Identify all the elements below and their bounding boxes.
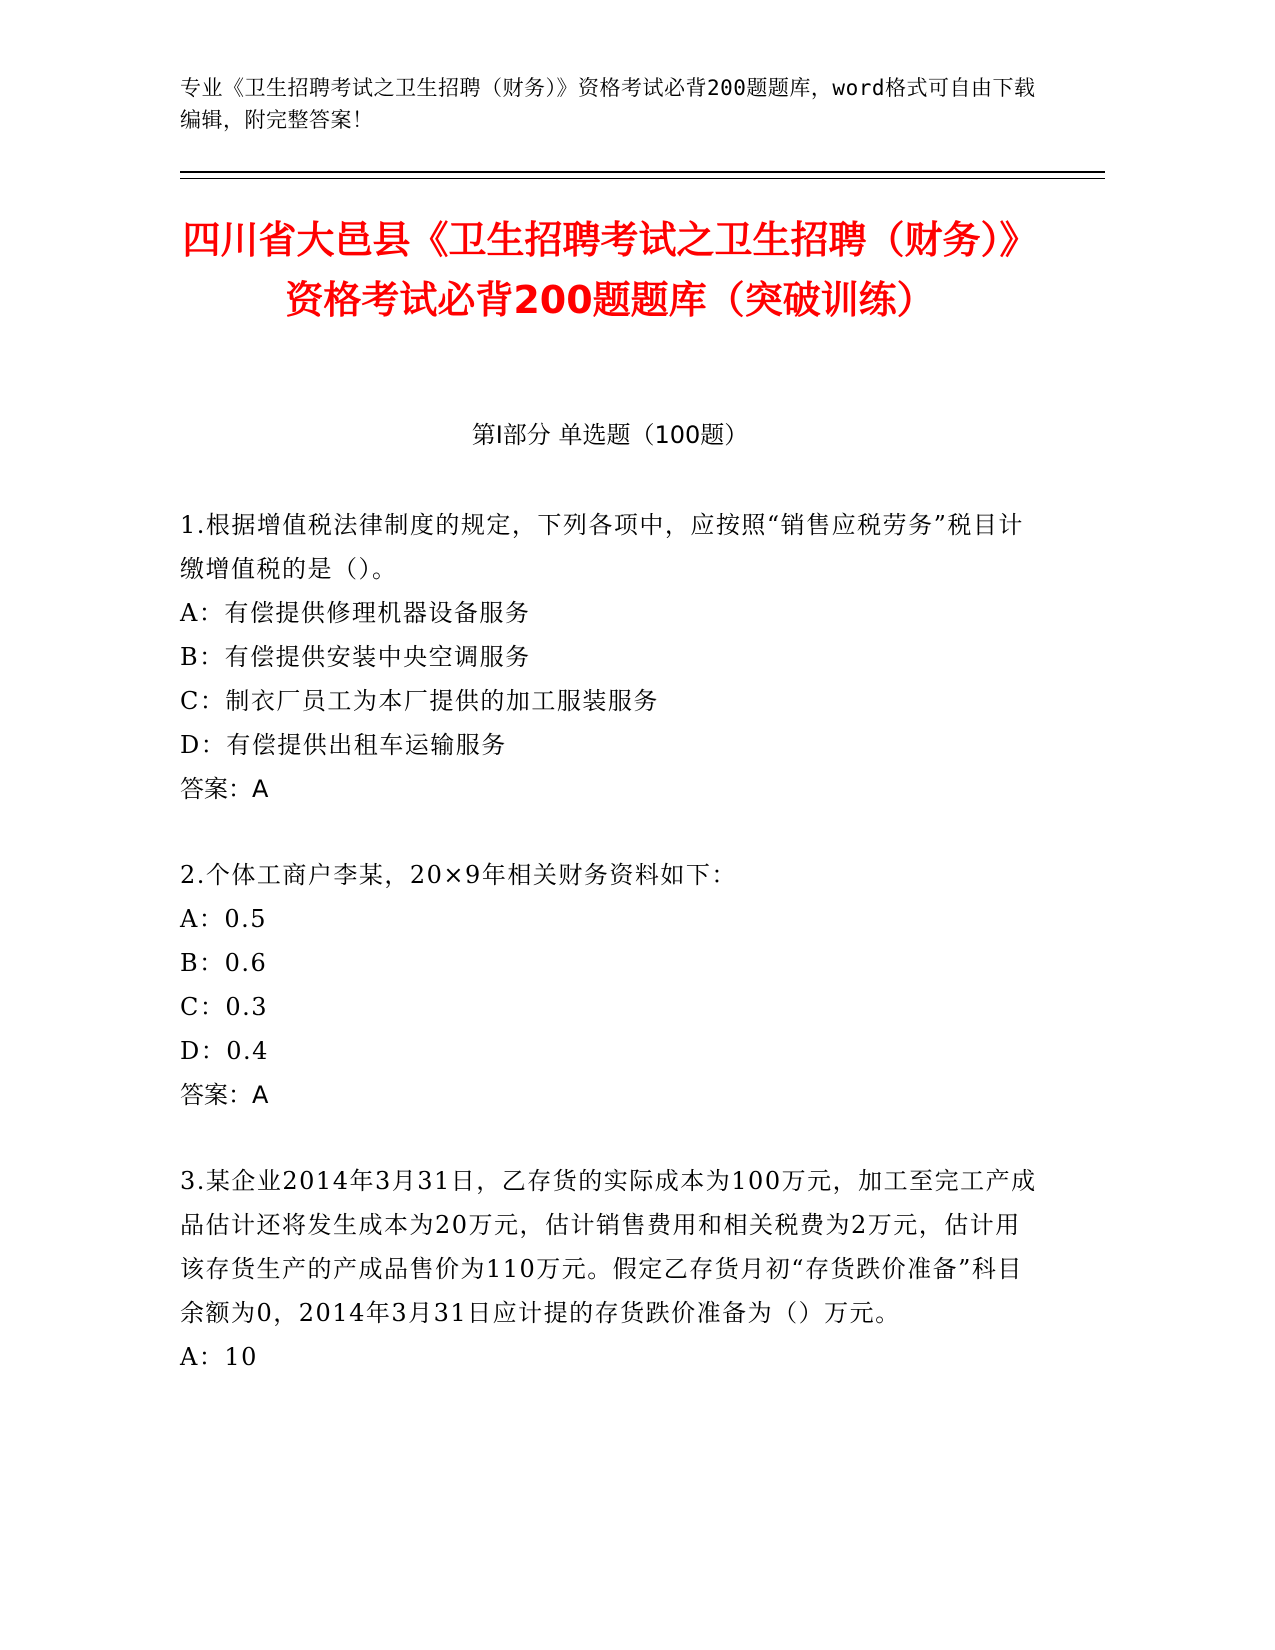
- question-list: [180, 503, 1040, 1421]
- answer: 答案：A: [180, 775, 269, 803]
- question-2: [180, 853, 1040, 1117]
- option-b: B：有偿提供安装中央空调服务: [180, 643, 531, 671]
- question-text: 3.某企业2014年3月31日，乙存货的实际成本为100万元，加工至完工产成品估计还将发生成本为20万元，估计销售费用和相关税费为2万元，估计用该存货生产的产成品售价为110万元。假定乙存货月初“存货跌价准备”科目余额为0，2014年3月31日应计提的存货跌价准备为（）万元。: [180, 1167, 1037, 1327]
- option-b: B：0.6: [180, 949, 268, 977]
- option-a: A：0.5: [180, 905, 267, 933]
- section-heading: 第I部分 单选题（100题）: [471, 421, 749, 449]
- question-text: 2.个体工商户李某，20×9年相关财务资料如下：: [180, 861, 737, 889]
- question-text: 1.根据增值税法律制度的规定，下列各项中，应按照“销售应税劳务”税目计缴增值税的是（）。: [180, 511, 1024, 583]
- document-title: 四川省大邑县《卫生招聘考试之卫生招聘（财务）》资格考试必背200题题库（突破训练）: [182, 218, 1038, 322]
- option-d: D：有偿提供出租车运输服务: [180, 731, 507, 759]
- document-header-note: 专业《卫生招聘考试之卫生招聘（财务）》资格考试必背200题题库，word格式可自由下载编辑，附完整答案！: [180, 76, 1036, 132]
- option-a: A：有偿提供修理机器设备服务: [180, 599, 531, 627]
- option-d: D：0.4: [180, 1037, 269, 1065]
- option-c: C：0.3: [180, 993, 269, 1021]
- question-1: [180, 503, 1040, 811]
- answer: 答案：A: [180, 1081, 269, 1109]
- option-a: A：10: [180, 1343, 258, 1371]
- question-3: [180, 1159, 1040, 1379]
- header-divider-thick: [180, 171, 1105, 173]
- option-c: C：制衣厂员工为本厂提供的加工服装服务: [180, 687, 659, 715]
- header-divider-thin: [180, 178, 1105, 179]
